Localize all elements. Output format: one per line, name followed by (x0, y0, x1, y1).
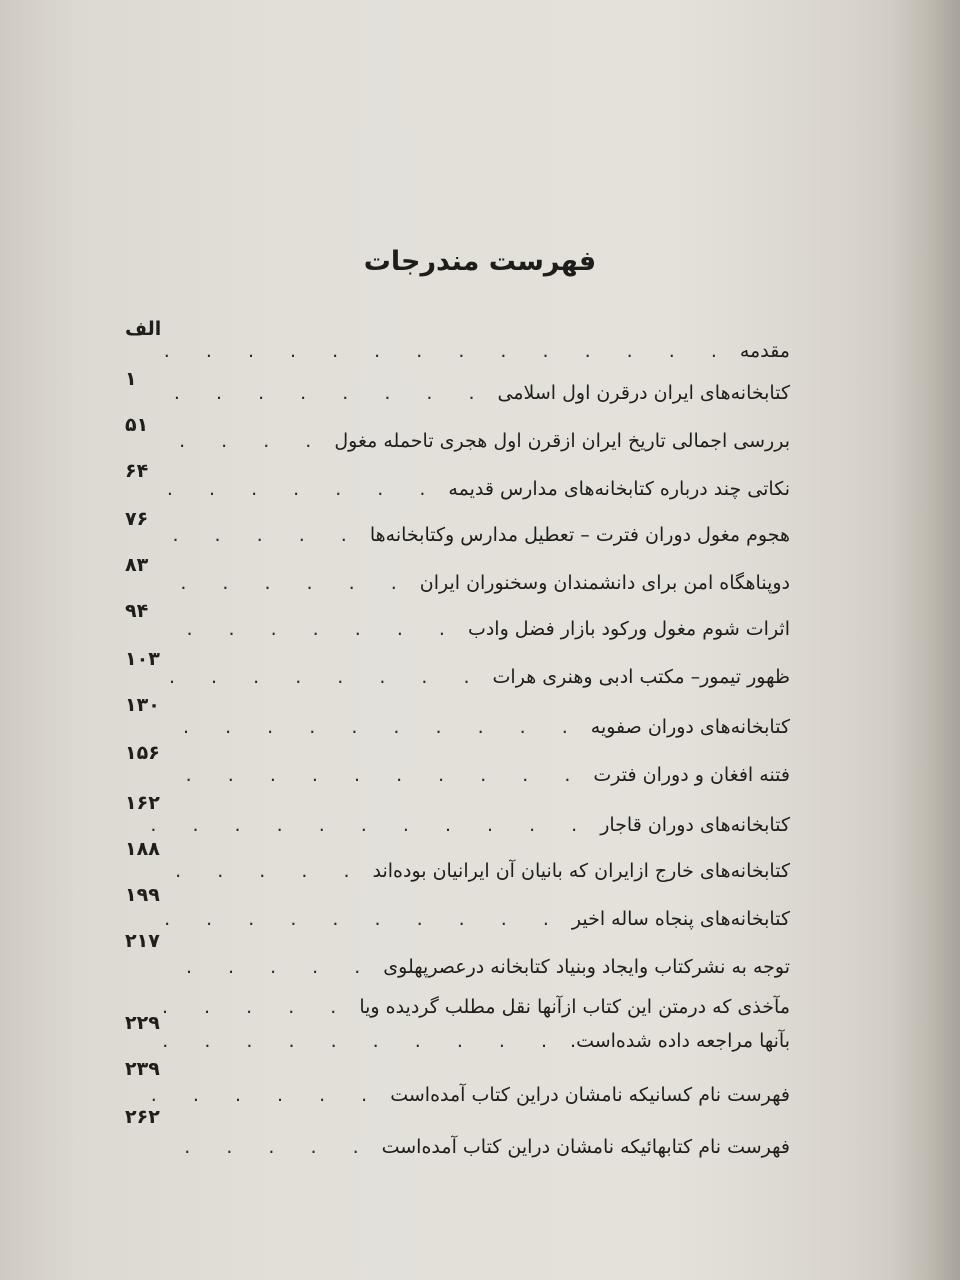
toc-entry-label: اثرات شوم مغول ورکود بازار فضل وادب (467, 618, 790, 640)
toc-page-number: ۱۵۶ (125, 742, 160, 764)
toc-entry-label: ظهور تیمور– مکتب ادبی وهنری هرات (492, 666, 790, 688)
toc-page-number: ۱ (125, 368, 137, 390)
toc-page-number: ۲۳۹ (125, 1058, 160, 1080)
leader-dots (150, 860, 364, 882)
toc-row (150, 1124, 790, 1170)
toc-entry-label: فهرست نام کتابهائیکه نامشان دراین کتاب آمده‌است (381, 1136, 790, 1158)
toc-row (150, 896, 790, 942)
toc-entry-label: فتنه افغان و دوران فترت (593, 764, 790, 786)
toc-page-number: ۲۲۹ (125, 1012, 160, 1034)
toc-entry-label: کتابخانه‌های دوران صفویه (590, 716, 790, 738)
toc-page-number: ۶۴ (125, 460, 149, 482)
toc-entry-label: کتابخانه‌های پنجاه ساله اخیر (571, 908, 790, 930)
page-title: فهرست مندرجات (363, 246, 597, 277)
leader-dots (150, 1136, 374, 1158)
toc-row (150, 752, 790, 798)
toc-entry-label: مقدمه (739, 340, 790, 362)
toc-row (150, 606, 790, 652)
leader-dots (150, 956, 375, 978)
toc-row (150, 512, 790, 558)
toc-page-number: ۷۶ (125, 508, 149, 530)
leader-dots (150, 764, 585, 786)
toc-entry-label: دوپناهگاه امن برای دانشمندان وسخنوران ایران (419, 572, 790, 594)
toc-entry-label: کتابخانه‌های خارج ازایران که بانیان آن ایرانیان بوده‌اند (372, 860, 790, 882)
toc-entry-label: توجه به نشرکتاب وایجاد وبنیاد کتابخانه درعصرپهلوی (383, 956, 790, 978)
toc-entry-label: نکاتی چند درباره کتابخانه‌های مدارس قدیمه (448, 478, 790, 500)
leader-dots (150, 814, 592, 836)
toc-row (150, 704, 790, 750)
toc-row (150, 560, 790, 606)
leader-dots (150, 340, 732, 362)
toc-page-number: ۱۳۰ (125, 694, 160, 716)
toc-entry-label-line2: بآنها مراجعه داده شده‌است. (570, 1030, 790, 1052)
toc-row (150, 848, 790, 894)
toc-row-continuation (150, 1018, 790, 1064)
toc-page-number: ۲۶۲ (125, 1106, 160, 1128)
toc-page-number: ۱۰۳ (125, 648, 160, 670)
toc-page-number: ۸۳ (125, 554, 149, 576)
leader-dots (150, 716, 583, 738)
toc-page-number: ۱۶۲ (125, 792, 160, 814)
toc-page-number: ۵۱ (125, 414, 149, 436)
toc-page-number: ۱۹۹ (125, 884, 160, 906)
toc-page-number: ۲۱۷ (125, 930, 160, 952)
toc-row (150, 466, 790, 512)
toc-row (150, 418, 790, 464)
toc-page-number: ۱۸۸ (125, 838, 160, 860)
toc-row (150, 328, 790, 374)
leader-dots (150, 1084, 382, 1106)
toc-entry-label: کتابخانه‌های ایران درقرن اول اسلامی (497, 382, 790, 404)
toc-entry-label: بررسی اجمالی تاریخ ایران ازقرن اول هجری تاحمله مغول (334, 430, 790, 452)
toc-entry-label: هجوم مغول دوران فترت – تعطیل مدارس وکتابخانه‌ها (369, 524, 790, 546)
leader-dots (150, 1030, 562, 1052)
toc-entry-label: فهرست نام کسانیکه نامشان دراین کتاب آمده‌است (390, 1084, 790, 1106)
toc-page-number: ۹۴ (125, 600, 149, 622)
toc-entry-label-line1: مآخذی که درمتن این کتاب ازآنها نقل مطلب گردیده ویا (359, 996, 790, 1018)
toc-row (150, 370, 790, 416)
leader-dots (150, 908, 564, 930)
toc-row (150, 802, 790, 848)
toc-page-number: الف (125, 318, 162, 340)
toc-row (150, 654, 790, 700)
toc-row (150, 1072, 790, 1118)
toc-entry-label: کتابخانه‌های دوران قاجار (600, 814, 790, 836)
